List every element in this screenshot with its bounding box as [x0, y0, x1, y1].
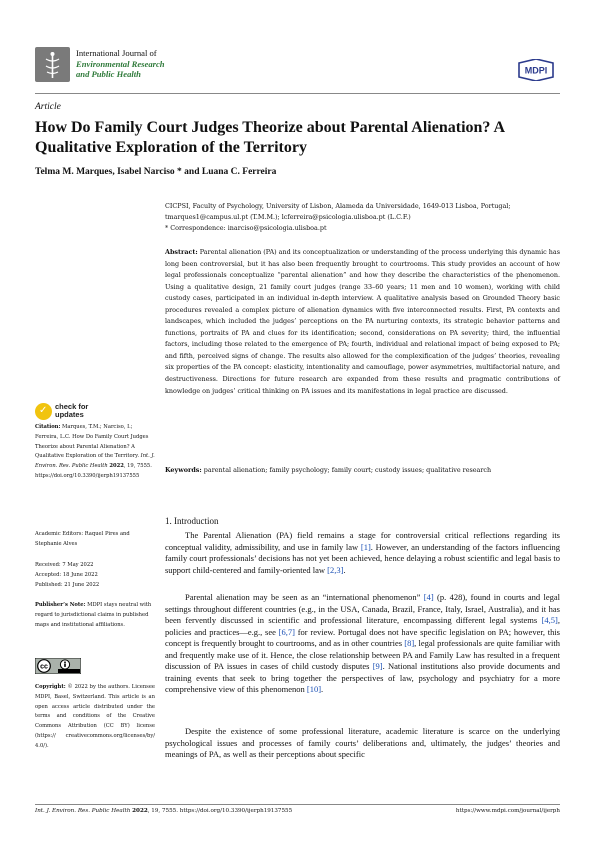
- text-run: . However, an understanding of the factors influencing family court professionals’ decisions has not yet been achieved, hence delaying a robust scientific and legal basis to support child-centered and family-oriented law: [165, 541, 560, 575]
- received-date: Received: 7 May 2022: [35, 562, 94, 568]
- check-for-updates-badge[interactable]: [35, 403, 115, 423]
- text-run: The Parental Alienation (PA) field remains a stage for controversial critical reflections regarding its conceptual validity, admissibility, and use in family law: [165, 530, 560, 552]
- page-footer: [35, 808, 560, 814]
- text-run: (p. 428), found in courts and legal settings throughout different countries (e.g., in the USA, Canada, Brazil, France, Italy, Israel, Australia), and it has been fervently discussed in scientific and professional literature, encompassing different legal systems: [165, 592, 561, 626]
- abstract-label: Abstract:: [165, 248, 198, 256]
- keywords: [165, 465, 560, 476]
- header-divider: [35, 93, 560, 94]
- citation-year: 2022: [109, 463, 124, 470]
- intro-paragraph-1: [165, 530, 560, 576]
- footer-journal-url[interactable]: https://www.mdpi.com/journal/ijerph: [455, 808, 560, 814]
- citation-rest[interactable]: , 19, 7555. https://doi.org/10.3390/ijerph19137555: [35, 463, 152, 479]
- affiliation-line1: CICPSI, Faculty of Psychology, University of Lisbon, Alameda da Universidade, 1649-013 Lisboa, Portugal;: [165, 202, 511, 210]
- svg-text:MDPI: MDPI: [524, 65, 548, 76]
- affiliation: [165, 201, 560, 234]
- check-updates-line2: updates: [55, 410, 84, 419]
- journal-name-line2: Environmental Research: [76, 58, 165, 69]
- journal-logo: [35, 47, 70, 82]
- article-dates: [35, 561, 155, 590]
- text-run: , legal professionals are quite familiar with and frequently make use of it. Hence, the close relationship between PA and Family Law has resulted in a frequent discussion of PA issues in cases of child custody disputes: [165, 638, 560, 672]
- citation-label: Citation:: [35, 424, 61, 430]
- mdpi-logo: [516, 59, 556, 81]
- caduceus-icon: [35, 47, 70, 82]
- article-type: Article: [35, 102, 61, 112]
- correspondence: * Correspondence: inarciso@psicologia.ulisboa.pt: [165, 224, 327, 232]
- citation-link[interactable]: [10]: [306, 684, 322, 695]
- journal-name-line3: and Public Health: [76, 69, 141, 79]
- citation-link[interactable]: [4,5]: [541, 615, 558, 626]
- cc-by-license-icon[interactable]: [35, 658, 81, 674]
- journal-name-line1: International Journal of: [76, 48, 157, 58]
- citation-link[interactable]: [9]: [372, 661, 383, 672]
- check-updates-icon: ✓: [35, 403, 52, 420]
- text-run: .: [343, 564, 346, 575]
- text-run: , policies and practices—e.g., see: [165, 615, 560, 637]
- citation-block: [35, 423, 155, 482]
- publisher-note-label: Publisher’s Note:: [35, 602, 86, 608]
- copyright-notice: [35, 683, 155, 752]
- author-list: Telma M. Marques, Isabel Narciso * and Luana C. Ferreira: [35, 167, 277, 177]
- journal-name: [76, 48, 165, 80]
- text-run: Parental alienation may be seen as an “international phenomenon”: [185, 592, 424, 602]
- text-run: for review. Portugal does not have specific legislation on PA; however, this concept is frequently brought to courtrooms, and as in other countries: [165, 626, 560, 649]
- publisher-note-text: MDPI stays neutral with regard to jurisdictional claims in published maps and institutional affiliations.: [35, 602, 152, 628]
- keywords-text: parental alienation; family psychology; family court; custody issues; qualitative research: [203, 466, 492, 474]
- text-run: . National institutions also provide documents and training events that seek to bring together the perspectives of law, psychology and psychiatry for a more comprehensive view of this phenomenon: [165, 661, 560, 695]
- footer-doi[interactable]: , 19, 7555. https://doi.org/10.3390/ijerph19137555: [147, 808, 293, 814]
- footer-journal: Int. J. Environ. Res. Public Health: [35, 808, 131, 814]
- svg-text:cc: cc: [40, 663, 48, 671]
- citation-link[interactable]: [8]: [404, 638, 415, 649]
- citation-link[interactable]: [2,3]: [327, 564, 344, 575]
- affiliation-line2: tmarques1@campus.ul.pt (T.M.M.); lcferreira@psicologia.ulisboa.pt (L.C.F.): [165, 213, 411, 221]
- footer-citation: [35, 808, 292, 814]
- accepted-date: Accepted: 18 June 2022: [35, 571, 98, 578]
- text-run: .: [321, 684, 324, 695]
- section-heading-introduction: 1. Introduction: [165, 516, 219, 526]
- article-title: How Do Family Court Judges Theorize about Parental Alienation? A Qualitative Exploration of the Territory: [35, 119, 505, 156]
- citation-journal: Int. J. Environ. Res. Public Health: [35, 453, 155, 470]
- footer-divider: [35, 804, 560, 805]
- intro-paragraph-3: Despite the existence of some professional literature, academic literature is scarce on the underlying psychological issues and processes of family courts’ deliberations and, ultimately, the judges’ theories and meanings of PA, as well as their perceptions about specific: [165, 726, 560, 760]
- academic-editors: Academic Editors: Raquel Pires and Stephanie Alves: [35, 531, 130, 547]
- citation-link[interactable]: [1]: [360, 541, 371, 552]
- abstract-text: Parental alienation (PA) and its conceptualization or understanding of the process underlying this dynamic has long been controversial, but it has also been frequently brought to courtrooms. This study provides an account of how legal professionals conceptualize “parental alienation” and how they describe the characteristics of the phenomenon. Using a qualitative design, 21 family court judges (range 33–60 years; 11 men and 10 women), working with child custody cases, participated in an individual in-depth interview. A qualitative analysis based on Grounded Theory basic procedures revealed a complex picture of alienation dynamics with five interconnected results. First, PA contexts and landscapes, which included the judges’ perceptions on the PA nurturing contexts, its strategic behavior patterns and functions, portraits of PA and clues for its identification; second, considerations on PA severity; third, the influential factors, including those related to the emergence of PA; fourth, individual and relational impact of being exposed to PA; and fifth, perceived signs of change. The results also allowed for the complexification of the judges’ theories, revealing six properties of the PA concept: elasticity, intentionality and camouflage, power asymmetries, multifactorial nature, and destructiveness. Directions for future research are expanded from these results and pragmatic contributions of knowledge on judges’ critical thinking on PA issues and its manifestations in legal practice are discussed.: [165, 248, 560, 395]
- intro-paragraph-2: [165, 592, 560, 696]
- published-date: Published: 21 June 2022: [35, 581, 100, 588]
- abstract: [165, 247, 560, 397]
- citation-link[interactable]: [6,7]: [278, 626, 295, 637]
- copyright-label: Copyright:: [35, 684, 66, 690]
- footer-year: 2022: [132, 808, 148, 814]
- copyright-text: © 2022 by the authors. Licensee MDPI, Basel, Switzerland. This article is an open access article distributed under the terms and conditions of the Creative Commons Attribution (CC BY) license (https:// creativecommons.org/licenses/by/ 4.0/).: [35, 684, 155, 749]
- citation-text: Marques, T.M.; Narciso, I.; Ferreira, L.C. How Do Family Court Judges Theorize about Parental Alienation? A Qualitative Exploration of the Territory.: [35, 424, 149, 460]
- check-updates-line1: check for: [55, 402, 89, 411]
- citation-link[interactable]: [4]: [423, 592, 434, 602]
- keywords-label: Keywords:: [165, 466, 202, 474]
- publisher-note: [35, 601, 155, 630]
